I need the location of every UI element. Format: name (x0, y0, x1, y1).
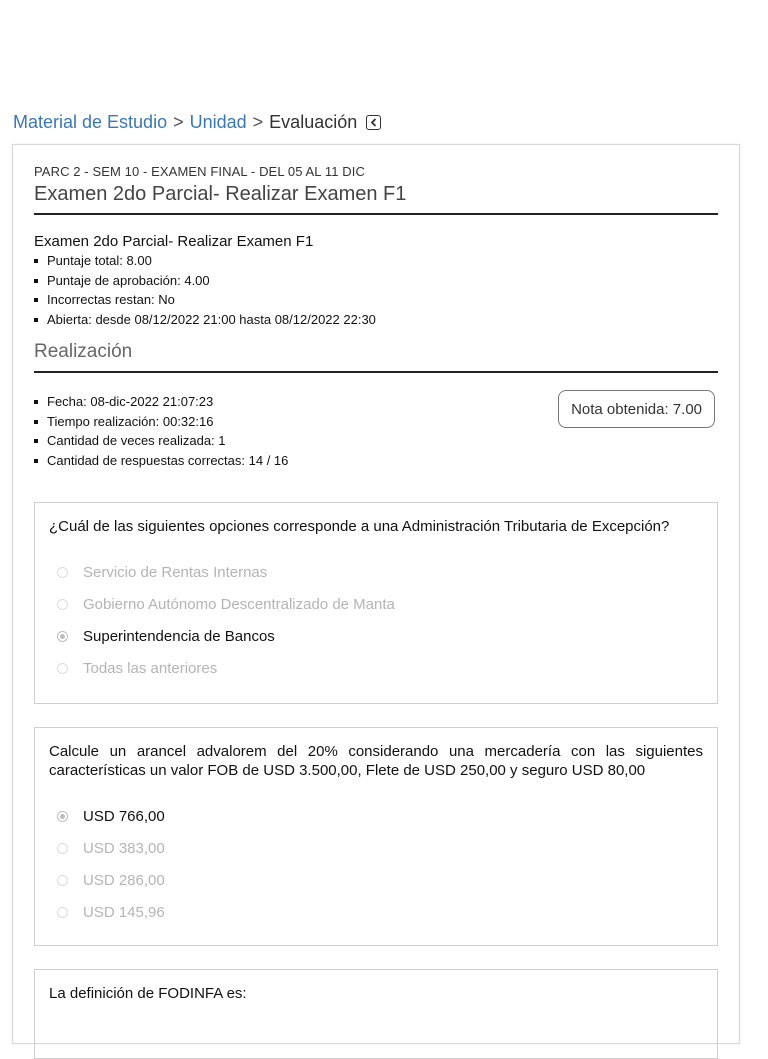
fact-label: Cantidad de veces realizada: (47, 433, 215, 448)
answer-options (49, 556, 703, 684)
fact-label: Puntaje de aprobación: (47, 272, 181, 288)
fact-puntaje-total (34, 251, 718, 271)
fact-value: 00:32:16 (162, 413, 214, 429)
breadcrumb-material-de-estudio[interactable]: Material de Estudio (13, 112, 168, 132)
fact-label: Abierta: (47, 311, 92, 327)
answer-option-selected[interactable] (49, 800, 703, 832)
option-label: Superintendencia de Bancos (83, 627, 275, 645)
option-label: USD 766,00 (83, 807, 165, 825)
fact-value: No (158, 292, 175, 307)
answer-options (49, 800, 703, 928)
fact-label: Fecha: (47, 394, 87, 409)
answer-option[interactable] (49, 832, 703, 864)
radio-button[interactable] (57, 811, 68, 822)
exam-kicker: PARC 2 - SEM 10 - EXAMEN FINAL - DEL 05 AL 11 DIC (34, 164, 365, 179)
fact-label: Tiempo realización: (47, 413, 160, 429)
exam-facts-list (34, 251, 718, 329)
option-label: USD 145,96 (83, 903, 165, 921)
exam-name: Examen 2do Parcial- Realizar Examen F1 (34, 233, 314, 250)
grade-badge: Nota obtenida: 7.00 (558, 390, 715, 428)
exam-panel (12, 144, 740, 1044)
fact-label: Incorrectas restan: (47, 292, 155, 307)
question-card (34, 727, 718, 946)
option-label: Gobierno Autónomo Descentralizado de Manta (83, 595, 395, 613)
option-label: USD 383,00 (83, 839, 165, 857)
question-card (34, 502, 718, 704)
answer-option-selected[interactable] (49, 620, 703, 652)
breadcrumb-separator: > (173, 112, 184, 132)
fact-value: 4.00 (184, 272, 210, 288)
question-text: ¿Cuál de las siguientes opciones corresponde a una Administración Tributaria de Excepción? (49, 518, 670, 535)
answer-option[interactable] (49, 864, 703, 896)
fact-value: 08-dic-2022 21:07:23 (90, 394, 214, 409)
fact-abierta (34, 310, 718, 330)
breadcrumb-unidad[interactable]: Unidad (189, 112, 247, 132)
question-text: Calcule un arancel advalorem del 20% considerando una mercadería con las siguientes características un valor FOB de USD 3.500,00, Flete de USD 250,00 y seguro USD 80,00 (49, 743, 703, 779)
radio-button[interactable] (57, 567, 68, 578)
answer-option[interactable] (49, 896, 703, 928)
breadcrumb-current: Evaluación (269, 112, 358, 132)
option-label: USD 286,00 (83, 871, 165, 889)
question-card (34, 969, 718, 1059)
page-title: Examen 2do Parcial- Realizar Examen F1 (34, 183, 718, 215)
fact-respuestas-correctas (34, 451, 718, 471)
answer-option[interactable] (49, 556, 703, 588)
fact-value: 8.00 (126, 253, 152, 268)
breadcrumb (13, 112, 381, 133)
fact-label: Cantidad de respuestas correctas: (47, 452, 245, 468)
section-title-realizacion: Realización (34, 341, 718, 373)
fact-incorrectas-restan (34, 290, 718, 310)
fact-value: 1 (218, 433, 226, 448)
question-text: La definición de FODINFA es: (49, 985, 247, 1002)
chevron-left-icon[interactable] (366, 115, 381, 130)
fact-value: desde 08/12/2022 21:00 hasta 08/12/2022 22:30 (95, 311, 376, 327)
radio-button[interactable] (57, 907, 68, 918)
fact-veces-realizada (34, 431, 718, 451)
breadcrumb-separator: > (252, 112, 264, 132)
fact-value: 14 / 16 (248, 452, 289, 468)
fact-puntaje-aprobacion (34, 271, 718, 291)
radio-button[interactable] (57, 631, 68, 642)
radio-button[interactable] (57, 875, 68, 886)
radio-button[interactable] (57, 599, 68, 610)
option-label: Servicio de Rentas Internas (83, 563, 268, 581)
radio-button[interactable] (57, 663, 68, 674)
fact-label: Puntaje total: (47, 253, 123, 268)
answer-option[interactable] (49, 652, 703, 684)
option-label: Todas las anteriores (83, 659, 218, 677)
answer-option[interactable] (49, 588, 703, 620)
radio-button[interactable] (57, 843, 68, 854)
